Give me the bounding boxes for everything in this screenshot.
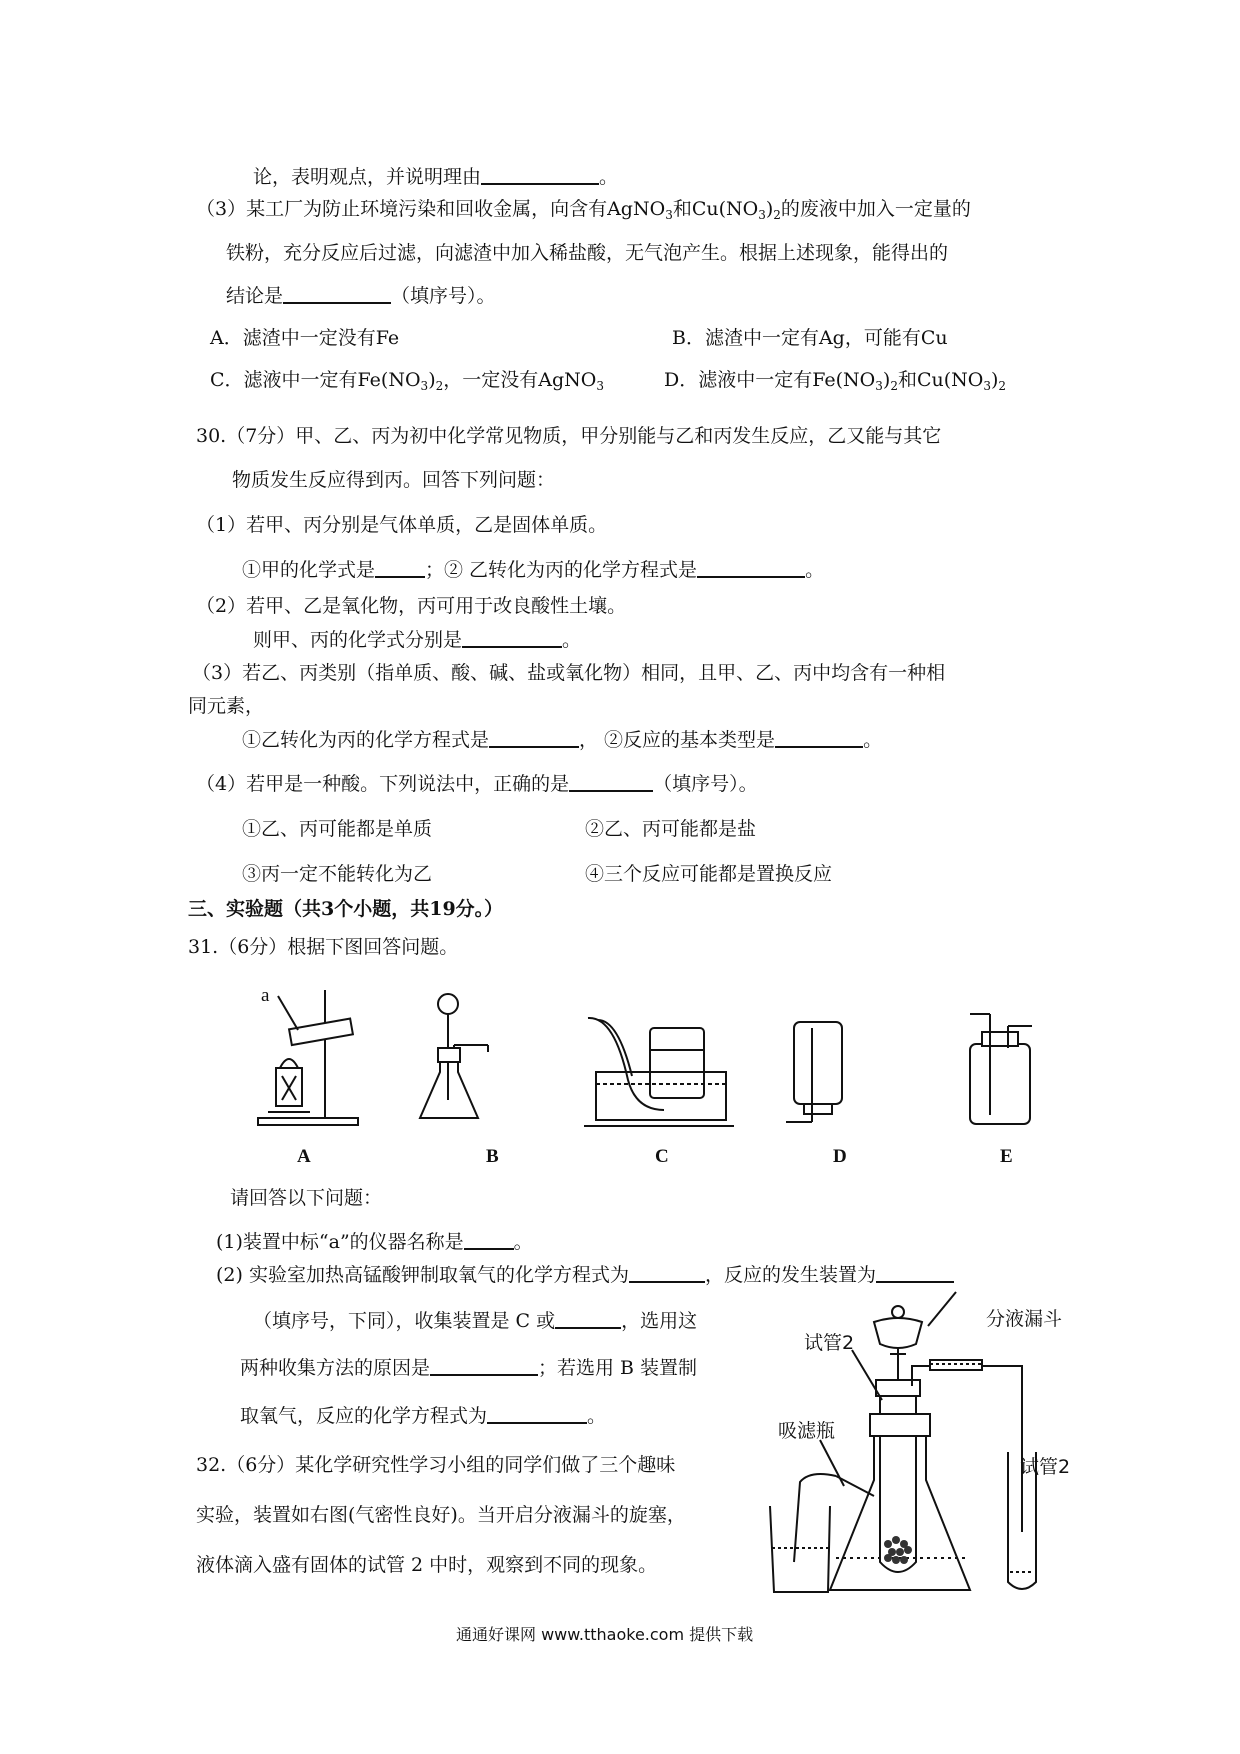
q30-text: 则甲、丙的化学式分别是 [253, 629, 463, 651]
option-text: D．滤液中一定有Fe(NO [664, 369, 876, 391]
answer-blank[interactable] [375, 558, 425, 578]
q31-text: (1)装置中标“a”的仪器名称是 [216, 1231, 464, 1253]
option-text: ) [428, 369, 436, 391]
q30-stem-line2: 物质发生反应得到丙。回答下列问题： [232, 469, 556, 491]
q29-option-d [664, 367, 1006, 393]
subscript: 3 [596, 379, 604, 393]
apparatus-label-e: E [1000, 1146, 1013, 1167]
answer-blank[interactable] [629, 1263, 705, 1283]
apparatus-b-diagram [418, 990, 498, 1130]
subscript: 2 [773, 208, 781, 222]
label-tube-2-right: 试管2 [1020, 1456, 1071, 1478]
q29-p3-text: ) [765, 198, 774, 220]
q29-part3-line2: 铁粉，充分反应后过滤，向滤渣中加入稀盐酸，无气泡产生。根据上述现象，能得出的 [226, 242, 949, 264]
answer-blank[interactable] [775, 728, 863, 748]
q32-stem-line1: 32.（6分）某化学研究性学习小组的同学们做了三个趣味 [196, 1454, 676, 1476]
q32-stem-line3: 液体滴入盛有固体的试管 2 中时，观察到不同的现象。 [196, 1554, 658, 1576]
q30-option-1: ①乙、丙可能都是单质 [242, 818, 433, 840]
subscript: 3 [758, 208, 766, 222]
q30-part2: （2）若甲、乙是氧化物，丙可用于改良酸性土壤。 [196, 595, 627, 617]
option-text: ) [990, 369, 999, 391]
q29-text-end: 。 [599, 166, 619, 188]
q29-p3-text: （3）某工厂为防止环境污染和回收金属，向含有AgNO [196, 198, 666, 220]
option-text: ，一定没有AgNO [443, 369, 597, 391]
q30-part1-questions [242, 557, 824, 583]
q29-part3-line3 [226, 283, 496, 309]
q31-ask: 请回答以下问题： [230, 1187, 383, 1209]
q30-text: ；② 乙转化为丙的化学方程式是 [425, 559, 698, 581]
apparatus-label-a: A [297, 1146, 311, 1167]
subscript: 3 [983, 379, 991, 393]
q31-part2-line3 [240, 1355, 697, 1381]
q30-text: ， ②反应的基本类型是 [579, 729, 776, 751]
q30-option-2: ②乙、丙可能都是盐 [585, 818, 757, 840]
q31-text: 。 [513, 1231, 533, 1253]
answer-blank[interactable] [569, 772, 653, 792]
q31-text: 两种收集方法的原因是 [240, 1357, 431, 1379]
apparatus-d-diagram [780, 1018, 850, 1128]
option-text: 和Cu(NO [897, 369, 984, 391]
q31-text: ，反应的发生装置为 [704, 1264, 876, 1286]
answer-blank[interactable] [481, 165, 599, 185]
label-tube-2-left: 试管2 [804, 1332, 855, 1354]
q30-text: ①乙转化为丙的化学方程式是 [242, 729, 490, 751]
answer-blank[interactable] [430, 1356, 538, 1376]
q31-part2-line4 [240, 1403, 606, 1429]
q30-text: ①甲的化学式是 [242, 559, 376, 581]
answer-blank[interactable] [283, 284, 391, 304]
q30-text: 。 [863, 729, 883, 751]
q31-text: (2) 实验室加热高锰酸钾制取氧气的化学方程式为 [216, 1264, 629, 1286]
answer-blank[interactable] [555, 1309, 621, 1329]
q30-text: （填序号）。 [653, 773, 758, 795]
apparatus-e-diagram [960, 1010, 1040, 1130]
q30-text: 。 [562, 629, 582, 651]
q29-p3-text: 和Cu(NO [672, 198, 759, 220]
q31-text: ，选用这 [621, 1310, 698, 1332]
subscript: 2 [435, 379, 444, 393]
q29-option-c [210, 367, 604, 393]
q30-stem-line1: 30.（7分）甲、乙、丙为初中化学常见物质，甲分别能与乙和丙发生反应，乙又能与其它 [196, 425, 942, 447]
q30-part3-line1: （3）若乙、丙类别（指单质、酸、碱、盐或氧化物）相同，且甲、乙、丙中均含有一种相 [192, 662, 946, 684]
answer-blank[interactable] [487, 1404, 587, 1424]
q32-stem-line2: 实验，装置如右图(气密性良好)。当开启分液漏斗的旋塞， [196, 1504, 686, 1526]
q31-part2-line1 [216, 1262, 954, 1288]
q30-part3-line2: 同元素， [188, 695, 265, 717]
q31-title: 31.（6分）根据下图回答问题。 [188, 936, 459, 958]
q30-option-4: ④三个反应可能都是置换反应 [585, 863, 833, 885]
page-footer: 通通好课网 www.tthaoke.com 提供下载 [456, 1625, 754, 1644]
subscript: 2 [998, 379, 1007, 393]
q31-text: 取氧气，反应的化学方程式为 [240, 1405, 488, 1427]
q31-text: 。 [587, 1405, 607, 1427]
label-a-pointer: a [261, 985, 270, 1006]
apparatus-label-d: D [833, 1146, 847, 1167]
subscript: 3 [420, 379, 429, 393]
answer-blank[interactable] [462, 628, 562, 648]
section-3-heading: 三、实验题（共3个小题，共19分。） [188, 898, 504, 920]
q29-line-conclusion [253, 164, 618, 190]
option-text: ) [882, 369, 891, 391]
q30-text: 。 [805, 559, 825, 581]
apparatus-a-diagram [250, 980, 380, 1130]
apparatus-label-c: C [655, 1146, 669, 1167]
q30-part2-question [253, 627, 581, 653]
q30-part1: （1）若甲、丙分别是气体单质，乙是固体单质。 [196, 514, 608, 536]
apparatus-c-diagram [584, 1010, 734, 1130]
option-text: C．滤液中一定有Fe(NO [210, 369, 421, 391]
answer-blank[interactable] [876, 1263, 954, 1283]
q31-part2-line2 [253, 1308, 697, 1334]
subscript: 3 [875, 379, 883, 393]
answer-blank[interactable] [489, 728, 579, 748]
label-filter-flask: 吸滤瓶 [778, 1420, 836, 1442]
label-separatory-funnel: 分液漏斗 [986, 1308, 1063, 1330]
q29-option-b: B．滤渣中一定有Ag，可能有Cu [672, 327, 948, 349]
q30-text: （4）若甲是一种酸。下列说法中，正确的是 [196, 773, 570, 795]
q29-p3-text: 结论是 [226, 285, 284, 307]
q30-part4 [196, 771, 758, 797]
q29-p3-text: （填序号）。 [391, 285, 496, 307]
q29-text: 论，表明观点，并说明理由 [253, 166, 482, 188]
q30-option-3: ③丙一定不能转化为乙 [242, 863, 433, 885]
answer-blank[interactable] [464, 1230, 514, 1250]
subscript: 2 [890, 379, 898, 393]
q29-p3-text: 的废液中加入一定量的 [780, 198, 971, 220]
q31-text: ；若选用 B 装置制 [538, 1357, 698, 1379]
q30-part3-questions [242, 727, 882, 753]
q29-part3-line1 [196, 196, 971, 222]
apparatus-label-b: B [486, 1146, 499, 1167]
q29-option-a: A．滤渣中一定没有Fe [210, 327, 400, 349]
q31-part1 [216, 1229, 533, 1255]
answer-blank[interactable] [697, 558, 805, 578]
q31-text: （填序号，下同），收集装置是 C 或 [253, 1310, 556, 1332]
subscript: 3 [665, 208, 673, 222]
